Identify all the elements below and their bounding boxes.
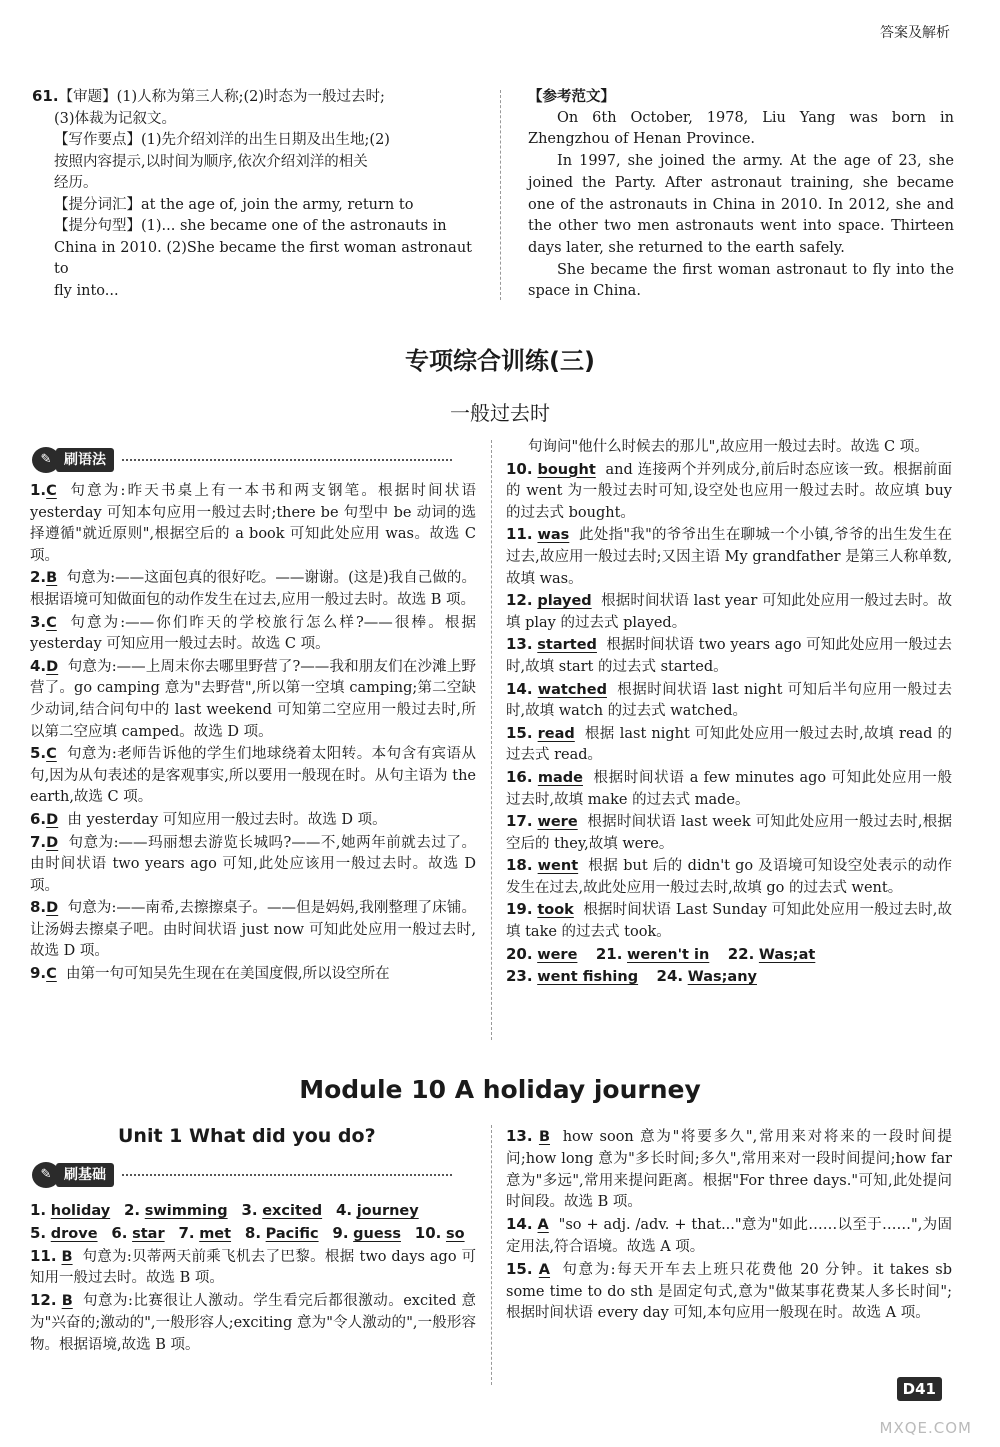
- grammar-answers-right: [506, 437, 952, 989]
- answer-item: 19. took 根据时间状语 Last Sunday 可知此处应用一般过去时,故填 take 的过去式 took。: [506, 900, 952, 941]
- fill-row: 1. holiday 2. swimming 3. excited 4. journey: [30, 1201, 419, 1219]
- q61-line: 【提分词汇】at the age of, join the army, return to: [54, 196, 414, 213]
- q61-line: 【写作要点】(1)先介绍刘洋的出生日期及出生地;(2): [54, 132, 390, 148]
- model-essay-paragraph: On 6th October, 1978, Liu Yang was born in Zhengzhou of Henan Province.: [528, 109, 954, 148]
- module-answers-right: [506, 1126, 952, 1325]
- q61-line: fly into...: [54, 282, 119, 299]
- answer-item: 12. played 根据时间状语 last year 可知此处应用一般过去时。故填 play 的过去式 played。: [506, 591, 952, 631]
- column-divider: [500, 90, 501, 300]
- answer-item: 17. were 根据时间状语 last week 可知此处应用一般过去时,根据空后的 they,故填 were。: [506, 812, 953, 852]
- answer-item: 13. started 根据时间状语 two years ago 可知此处应用一般过去时,故填 start 的过去式 started。: [506, 635, 953, 675]
- module-title: Module 10 A holiday journey: [299, 1075, 701, 1104]
- badge-dotted-rule: [122, 1174, 452, 1176]
- answer-item: 12. B 句意为:比赛很让人激动。学生看完后都很激动。excited 意为"兴奋的;激动的",一般形容人;exciting 意为"令人激动的",一般形容物。根据语境,故选 B 项。: [30, 1291, 477, 1353]
- page-number: D41: [897, 1377, 942, 1401]
- answer-item: 10. bought and 连接两个并列成分,前后时态应该一致。根据前面的 went 为一般过去时可知,设空处也应用一般过去时。故应填 buy 的过去式 bought。: [506, 459, 953, 521]
- section-title: 专项综合训练(三): [405, 347, 595, 375]
- grammar-badge: [32, 447, 452, 473]
- answer-item: 8.D 句意为:——南希,去擦擦桌子。——但是妈妈,我刚整理了床铺。让汤姆去擦桌子吧。由时间状语 just now 可知此处应用一般过去时,故选 D 项。: [30, 898, 476, 960]
- badge-label: 刷语法: [56, 448, 114, 472]
- pencil-icon: ✎: [32, 447, 60, 473]
- section-subtitle: 一般过去时: [450, 401, 550, 425]
- grammar-answers-left: [30, 480, 476, 986]
- answer-item: 16. made 根据时间状语 a few minutes ago 可知此处应用一般过去时,故填 make 的过去式 made。: [506, 767, 953, 808]
- q61-line: 经历。: [54, 175, 98, 191]
- pencil-icon: ✎: [32, 1162, 60, 1188]
- answer-item: 15. A 句意为:每天开车去上班只花费他 20 分钟。it takes sb some time to do sth 是固定句式,意为"做某事花费某人多长时间";根据时间状语 every day 可知,本句应用一般现在时。故选 A 项。: [506, 1259, 953, 1322]
- answer-item: 11. B 句意为:贝蒂两天前乘飞机去了巴黎。根据 two days ago 可知用一般过去时。故选 B 项。: [30, 1246, 476, 1287]
- answer-item: 14. watched 根据时间状语 last night 可知后半句应用一般过去时,故填 watch 的过去式 watched。: [506, 679, 953, 720]
- watermark: MXQE.COM: [879, 1419, 972, 1437]
- column-divider: [491, 440, 492, 1040]
- answer-item: 1.C 句意为:昨天书桌上有一本书和两支钢笔。根据时间状语 yesterday 可知本句应用一般过去时;there be 句型中 be 动词的选择遵循"就近原则",根据空后的 a book 可知此处应用 was。故选 C 项。: [30, 481, 477, 564]
- answer-item: 14. A "so + adj. /adv. + that..."意为"如此……以至于……",为固定用法,符合语境。故选 A 项。: [506, 1215, 953, 1255]
- q61-line: (3)体裁为记叙文。: [54, 110, 177, 127]
- answer-item: 7.D 句意为:——玛丽想去游览长城吗?——不,她两年前就去过了。由时间状语 two years ago 可知,此处应该用一般过去时。故选 D 项。: [30, 832, 476, 894]
- column-divider: [491, 1125, 492, 1385]
- model-essay-paragraph: In 1997, she joined the army. At the age of 23, she joined the Party. After astronaut training, she became one of the astronauts in China in 2010. In 2012, she and the other two men astronauts went into space. Thirteen days later, she returned to the earth safely.: [528, 153, 954, 256]
- q61-line: China in 2010. (2)She became the first woman astronaut to: [54, 239, 472, 277]
- unit-title: Unit 1 What did you do?: [118, 1125, 376, 1147]
- model-essay: [528, 86, 954, 303]
- q61-line: 【提分句型】(1)... she became one of the astronauts in: [54, 218, 447, 234]
- header-section-tag: 答案及解析: [880, 25, 950, 41]
- module-answers-left: [30, 1200, 476, 1357]
- answer-item: 4.D 句意为:——上周末你去哪里野营了?——我和朋友们在沙滩上野营了。go camping 意为"去野营",所以第一空填 camping;第二空缺少动词,结合问句中的 last weekend 可知第二空应用一般过去时,所以第二空应填 camped。故选 D 项。: [30, 656, 476, 740]
- answer-item: 3.C 句意为:——你们昨天的学校旅行怎么样?——很棒。根据 yesterday 可知应用一般过去时。故选 C 项。: [30, 612, 476, 653]
- badge-label: 刷基础: [56, 1163, 114, 1187]
- answer-item: 6.D 由 yesterday 可知应用一般过去时。故选 D 项。: [30, 809, 387, 828]
- q61-block: [32, 86, 477, 302]
- answer-item: 2.B 句意为:——这面包真的很好吃。——谢谢。(这是)我自己做的。根据语境可知做面包的动作发生在过去,应用一般过去时。故选 B 项。: [30, 568, 477, 608]
- answer-item: 18. went 根据 but 后的 didn't go 及语境可知设空处表示的动作发生在过去,故此处应用一般过去时,故填 go 的过去式 went。: [506, 856, 953, 896]
- model-essay-paragraph: She became the first woman astronaut to fly into the space in China.: [528, 261, 954, 300]
- answer-row: 20. were 21. weren't in 22. Was;at: [506, 944, 816, 963]
- badge-dotted-rule: [122, 459, 452, 461]
- answer-item: 13. B how soon 意为"将要多久",常用来对将来的一段时间提问;how long 意为"多长时间;多久",常用来对一段时间提问;how far 意为"多远",常用来提问距离。根据"For three days."可知,此处提问时间段。故选 B 项。: [506, 1127, 953, 1211]
- basics-badge: [32, 1162, 452, 1188]
- fill-row: 5. drove 6. star 7. met 8. Pacific 9. guess 10. so: [30, 1223, 465, 1242]
- answer-item: 5.C 句意为:老师告诉他的学生们地球绕着太阳转。本句含有宾语从句,因为从句表述的是客观事实,所以要用一般现在时。从句主语为 the earth,故选 C 项。: [30, 744, 476, 806]
- answer-item: 15. read 根据 last night 可知此处应用一般过去时,故填 read 的过去式 read。: [506, 723, 953, 764]
- answer-item: 9.C 由第一句可知吴先生现在在美国度假,所以设空所在: [30, 964, 390, 983]
- model-essay-heading: 【参考范文】: [528, 88, 615, 105]
- q61-line: 【审题】(1)人称为第三人称;(2)时态为一般过去时;: [58, 89, 385, 105]
- answer-item: 11. was 此处指"我"的爷爷出生在聊城一个小镇,爷爷的出生发生在过去,故应用一般过去时;又因主语 My grandfather 是第三人称单数,故填 was。: [506, 525, 953, 587]
- q61-line: 按照内容提示,以时间为顺序,依次介绍刘洋的相关: [54, 153, 368, 170]
- answer-continuation: 句询问"他什么时候去的那儿",故应用一般过去时。故选 C 项。: [528, 439, 929, 455]
- q61-number: 61.: [32, 87, 59, 105]
- answer-row: 23. went fishing 24. Was;any: [506, 967, 757, 986]
